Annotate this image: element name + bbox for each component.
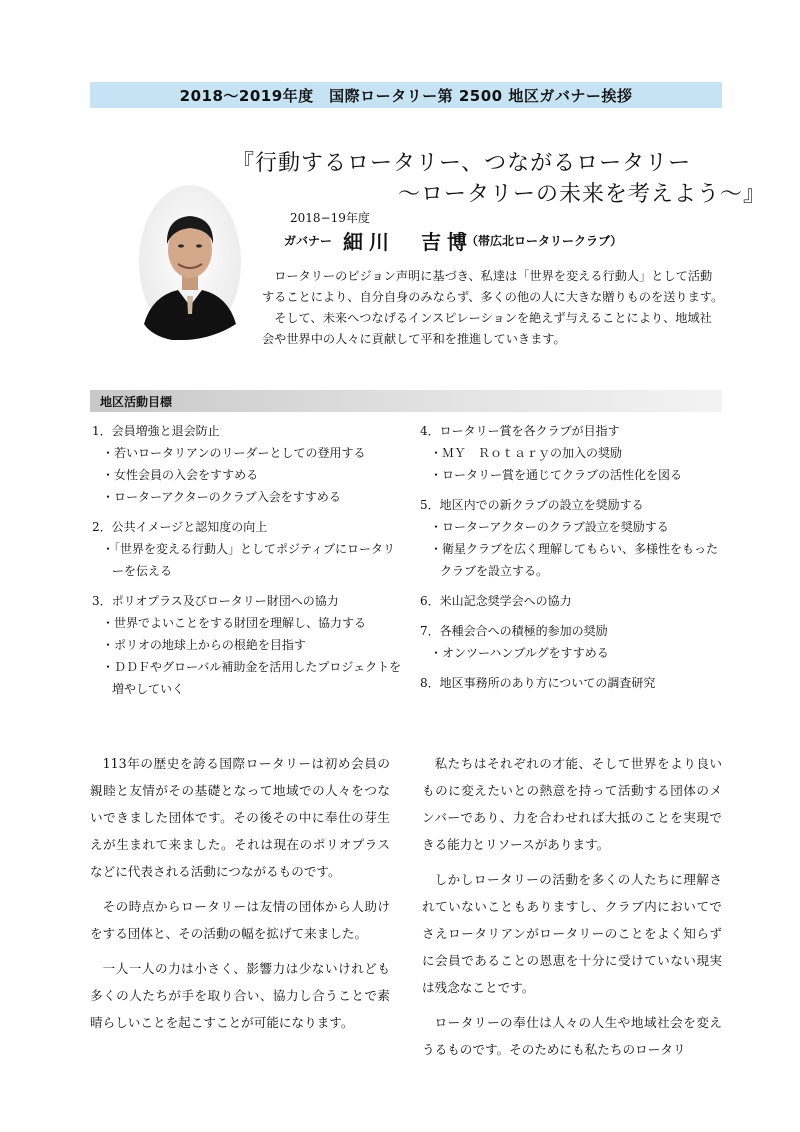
goal-title: 5．地区内での新クラブの設立を奨励する (420, 498, 644, 512)
goal-item: ・若いロータリアンのリーダーとしての登用する (102, 446, 366, 460)
body-right-column (422, 750, 722, 1071)
goal-title: 1．会員増強と退会防止 (92, 424, 220, 438)
body-paragraph: 113年の歴史を誇る国際ロータリーは初め会員の親睦と友情がその基礎となって地域での人々をつないできました団体です。その後その中に奉仕の芽生えが生まれて来ました。それは現在のポリオプラスなどに代表される活動につながるものです。 (90, 756, 390, 879)
governor-portrait (138, 184, 242, 340)
goal-title: 7．各種会合への積極的参加の奨励 (420, 624, 608, 638)
governor-year: 2018−19年度 (290, 211, 370, 225)
goal-item: ・ローターアクターのクラブ設立を奨励する (430, 520, 669, 534)
goal-item: ・女性会員の入会をすすめる (102, 468, 259, 482)
page-title-line-1: 『行動するロータリー、つながるロータリー (232, 151, 692, 176)
body-paragraph: ロータリーの奉仕は人々の人生や地域社会を変えうるものです。そのためにも私たちのロータリ (422, 1015, 722, 1057)
body-paragraph: 一人一人の力は小さく、影響力は少ないけれども多くの人たちが手を取り合い、協力し合うことで素晴らしいことを起こすことが可能になります。 (90, 961, 390, 1030)
goal-item: ・ロータリー賞を通じてクラブの活性化を図る (430, 468, 683, 482)
goal-title: 4．ロータリー賞を各クラブが目指す (420, 424, 620, 438)
goal-item: ・ＤＤＦやグローバル補助金を活用したプロジェクトを増やしていく (102, 660, 402, 696)
goal-title: 3．ポリオプラス及びロータリー財団への協力 (92, 594, 339, 608)
governor-club: （帯広北ロータリークラブ） (466, 234, 623, 248)
goal-title: 2．公共イメージと認知度の向上 (92, 520, 268, 534)
body-paragraph: その時点からロータリーは友情の団体から人助けをする団体と、その活動の幅を拡げて来ました。 (90, 899, 390, 941)
goals-heading-bar (90, 390, 722, 412)
goals-heading: 地区活動目標 (100, 394, 173, 409)
goal-item: ・オンツーハンブルグをすすめる (430, 646, 609, 660)
governor-role: ガバナー (284, 234, 333, 248)
header-banner-text: 2018～2019年度 国際ロータリー第 2500 地区ガバナー挨拶 (179, 86, 633, 105)
body-left-column (90, 750, 390, 1044)
goals-right-column (420, 420, 725, 694)
page-title-line-2: ～ロータリーの未来を考えよう～』 (398, 182, 767, 207)
goal-item: ・ローターアクターのクラブ入会をすすめる (102, 490, 341, 504)
header-banner (90, 82, 722, 108)
goal-title: 6．米山記念奨学会への協力 (420, 594, 572, 608)
goal-title: 8．地区事務所のあり方についての調査研究 (420, 676, 656, 690)
goal-item: ・ポリオの地球上からの根絶を目指す (102, 638, 306, 652)
goal-item: ・衛星クラブを広く理解してもらい、多様性をもったクラブを設立する。 (430, 542, 719, 578)
goals-left-column (92, 420, 404, 700)
intro-text (262, 266, 724, 350)
body-paragraph: 私たちはそれぞれの才能、そして世界をより良いものに変えたいとの熱意を持って活動する団体のメンバーであり、力を合わせれば大抵のことを実現できる能力とリソースがあります。 (422, 756, 722, 852)
goal-item: ・世界でよいことをする財団を理解し、協力する (102, 616, 367, 630)
governor-name: 細川 吉博 (343, 230, 473, 254)
portrait-image (138, 184, 242, 340)
goal-item: ・「世界を変える行動人」としてポジティブにロータリーを伝える (102, 542, 396, 578)
body-paragraph: しかしロータリーの活動を多くの人たちに理解されていないこともありますし、クラブ内においてでさえロータリアンがロータリーのことをよく知らずに会員であることの恩恵を十分に受けていない現実は残念なことです。 (422, 872, 722, 995)
goal-item: ・ＭＹ Ｒｏｔａｒｙの加入の奨励 (430, 446, 623, 460)
intro-paragraph: ロータリーのビジョン声明に基づき、私達は「世界を変える行動人」として活動することにより、自分自身のみならず、多くの他の人に大きな贈りものを送ります。 (262, 269, 724, 304)
intro-paragraph: そして、未来へつなげるインスピレーションを絶えず与えることにより、地域社会や世界中の人々に貢献して平和を推進していきます。 (262, 311, 712, 346)
